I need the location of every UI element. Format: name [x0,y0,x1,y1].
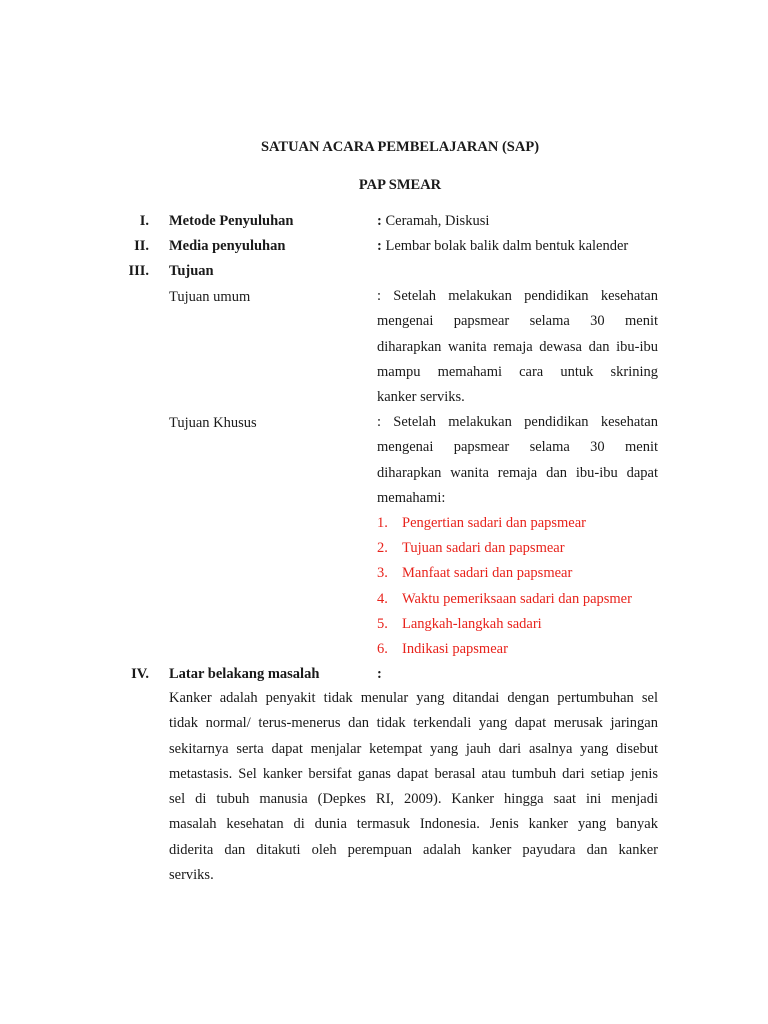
list-item [377,513,586,533]
list-number: 4. [377,591,388,607]
document-subtitle: PAP SMEAR [358,177,442,193]
colon: : [377,666,382,682]
list-item [377,589,632,609]
colon: : [377,238,382,254]
list-text: Tujuan sadari dan papsmear [402,540,565,556]
text-line: masalah kesehatan di dunia termasuk Indonesia. Jenis kanker yang banyak [169,816,658,833]
section-numeral: II. [134,238,149,254]
text-line: diharapkan wanita remaja dan ibu-ibu dapat [377,464,658,481]
text-line: sel di tubuh manusia (Depkes RI, 2009). Kanker hingga saat ini menjadi [169,791,658,808]
list-text: Langkah-langkah sadari [402,616,542,632]
list-number: 6. [377,641,388,657]
section-label: Latar belakang masalah [169,666,320,682]
list-item [377,614,542,634]
list-text: Manfaat sadari dan papsmear [402,565,573,581]
tujuan-khusus-label: Tujuan Khusus [169,415,257,431]
text-line: mengenai papsmear selama 30 menit [377,439,658,456]
list-text: Waktu pemeriksaan sadari dan papsmer [402,591,632,607]
text-line: : Setelah melakukan pendidikan kesehatan [377,288,658,304]
text-line: mampu memahami cara untuk skrining [377,363,658,380]
section-numeral: III. [128,263,149,279]
list-number: 2. [377,540,388,556]
list-number: 5. [377,616,388,632]
text-line: sekitarnya serta dapat menjalar ketempat yang jauh dari asalnya yang disebut [169,740,658,757]
metode-value: Ceramah, Diskusi [381,213,490,229]
section-value [377,236,628,256]
text-line: mengenai papsmear selama 30 menit [377,313,658,330]
list-text: Pengertian sadari dan papsmear [402,515,586,531]
text-line: serviks. [169,867,214,884]
document-title: SATUAN ACARA PEMBELAJARAN (SAP) [260,139,540,155]
section-label: Tujuan [169,263,214,279]
list-item [377,563,572,583]
latar-belakang-paragraph [169,686,658,888]
tujuan-umum-label: Tujuan umum [169,289,251,305]
list-text: Indikasi papsmear [402,641,508,657]
media-value: Lembar bolak balik dalm bentuk kalender [381,238,629,254]
list-item [377,639,508,659]
section-numeral: IV. [131,666,149,682]
section-numeral: I. [139,213,149,229]
tujuan-khusus-text [377,410,658,511]
section-label: Metode Penyuluhan [169,213,294,229]
text-line: kanker serviks. [377,389,465,406]
list-number: 1. [377,515,388,531]
section-label: Media penyuluhan [169,238,286,254]
tujuan-umum-text [377,284,658,410]
text-line: diharapkan wanita remaja dewasa dan ibu-ibu [377,338,658,355]
text-line: tidak normal/ terus-menerus dan tidak terkendali yang dapat merusak jaringan [169,715,658,732]
text-line: : Setelah melakukan pendidikan kesehatan [377,414,658,430]
colon: : [377,213,382,229]
list-number: 3. [377,565,388,581]
text-line: memahami: [377,489,446,506]
section-value [377,211,489,231]
text-line: diderita dan ditakuti oleh perempuan adalah kanker payudara dan kanker [169,841,658,858]
text-line: metastasis. Sel kanker bersifat ganas dapat berasal atau tumbuh dari setiap jenis [169,765,658,782]
list-item [377,538,565,558]
text-line: Kanker adalah penyakit tidak menular yang ditandai dengan pertumbuhan sel [169,690,658,706]
